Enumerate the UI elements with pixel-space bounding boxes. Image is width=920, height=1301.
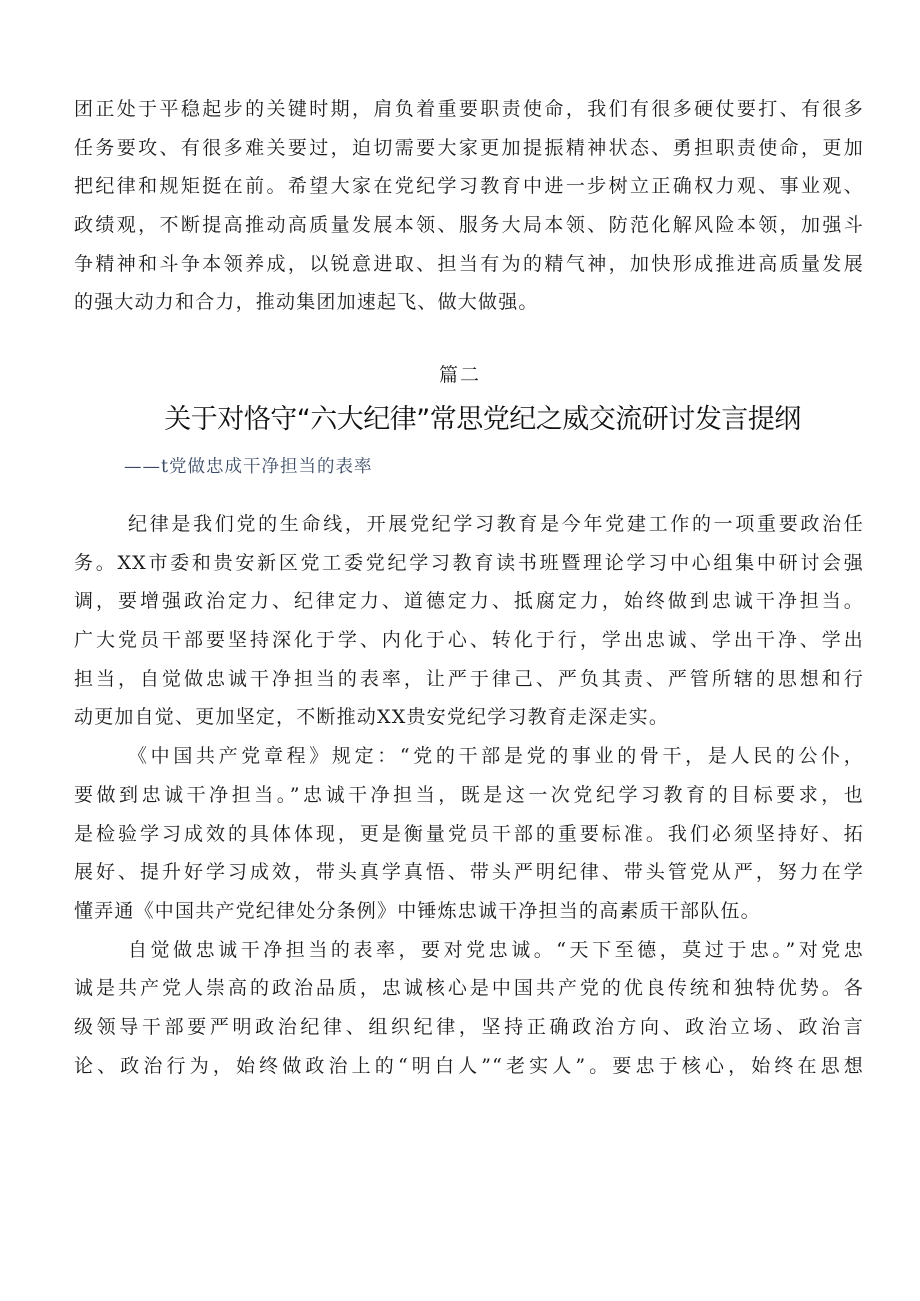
text-line: 要做到忠诚干净担当。”忠诚干净担当，既是这一次党纪学习教育的目标要求，也 — [74, 783, 864, 806]
text-line: 《中国共产党章程》规定：“党的干部是党的事业的骨干，是人民的公仆， — [128, 745, 864, 768]
body-text — [74, 505, 864, 1085]
document-subtitle: ——t党做忠成干净担当的表率 — [124, 457, 373, 477]
text-line: 纪律是我们党的生命线，开展党纪学习教育是今年党建工作的一项重要政治任 — [128, 513, 864, 535]
text-line: 诚是共产党人崇高的政治品质，忠诚核心是中国共产党的优良传统和独特优势。各 — [74, 977, 864, 1000]
text-line: 政绩观，不断提高推动高质量发展本领、服务大局本领、防范化解风险本领，加强斗 — [74, 214, 864, 237]
text-line: 展好、提升好学习成效，带头真学真悟、带头严明纪律、带头管党从严，努力在学 — [74, 861, 864, 884]
text-line: 广大党员干部要坚持深化于学、内化于心、转化于行，学出忠诚、学出干净、学出 — [74, 629, 864, 652]
text-line: 争精神和斗争本领养成，以锐意进取、担当有为的精气神，加快形成推进高质量发展 — [74, 252, 864, 275]
text-line: 动更加自觉、更加坚定，不断推动XX贵安党纪学习教育走深走实。 — [74, 706, 670, 729]
section-label: 篇二 — [438, 364, 481, 386]
top-paragraph — [74, 90, 864, 322]
text-line: 懂弄通《中国共产党纪律处分条例》中锤炼忠诚干净担当的高素质干部队伍。 — [74, 899, 761, 922]
paragraph-2 — [74, 737, 864, 930]
text-line: 的强大动力和合力，推动集团加速起飞、做大做强。 — [74, 291, 539, 314]
text-line: 任务要攻、有很多难关要过，迫切需要大家更加提振精神状态、勇担职责使命，更加 — [74, 136, 864, 159]
paragraph-3 — [74, 931, 864, 1086]
text-line: 团正处于平稳起步的关键时期，肩负着重要职责使命，我们有很多硬仗要打、有很多 — [74, 98, 864, 120]
paragraph-1 — [74, 505, 864, 737]
text-line: 是检验学习成效的具体体现，更是衡量党员干部的重要标准。我们必须坚持好、拓 — [74, 822, 864, 845]
text-line: 级领导干部要严明政治纪律、组织纪律，坚持正确政治方向、政治立场、政治言 — [74, 1015, 864, 1038]
document-title: 关于对恪守“六大纪律”常思党纪之威交流研讨发言提纲 — [164, 404, 801, 435]
text-line: 把纪律和规矩挺在前。希望大家在党纪学习教育中进一步树立正确权力观、事业观、 — [74, 175, 864, 198]
text-line: 自觉做忠诚干净担当的表率，要对党忠诚。“天下至德，莫过于忠。”对党忠 — [128, 938, 864, 961]
text-line: 论、政治行为，始终做政治上的“明白人”“老实人”。要忠于核心，始终在思想 — [74, 1054, 864, 1077]
text-line: 调，要增强政治定力、纪律定力、道德定力、抵腐定力，始终做到忠诚干净担当。 — [74, 590, 864, 613]
text-line: 务。XX市委和贵安新区党工委党纪学习教育读书班暨理论学习中心组集中研讨会强 — [74, 551, 864, 574]
text-line: 担当，自觉做忠诚干净担当的表率，让严于律己、严负其责、严管所辖的思想和行 — [74, 667, 864, 690]
